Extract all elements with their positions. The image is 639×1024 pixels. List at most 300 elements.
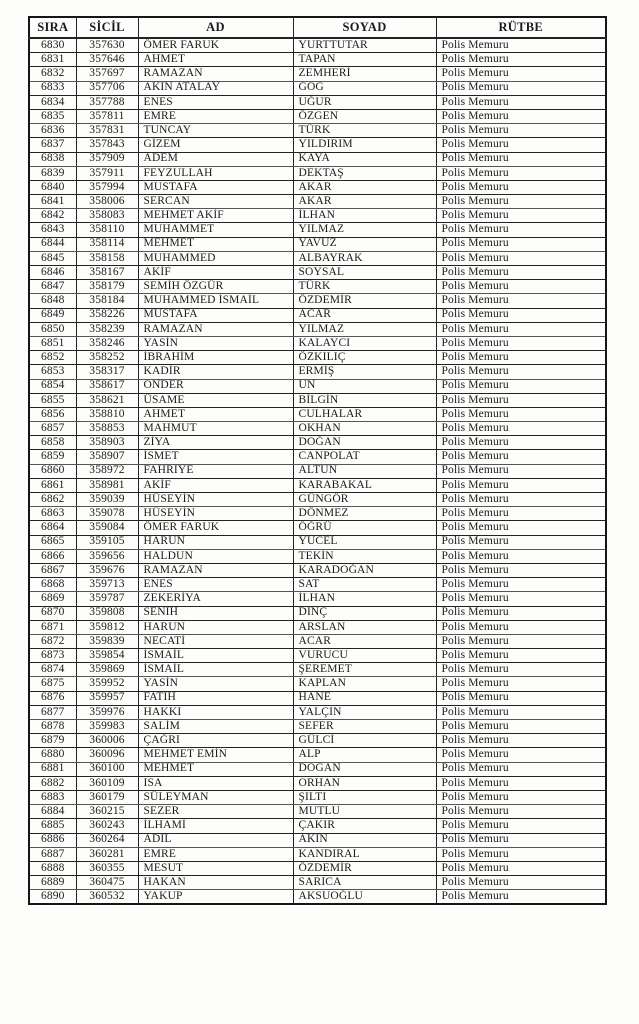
cell-rutbe: Polis Memuru [436,365,606,379]
cell-sira: 6879 [29,734,76,748]
cell-sicil: 358903 [76,436,138,450]
cell-sira: 6848 [29,294,76,308]
cell-sira: 6866 [29,549,76,563]
cell-sira: 6853 [29,365,76,379]
cell-sira: 6868 [29,578,76,592]
cell-sira: 6877 [29,705,76,719]
cell-ad: KADİR [138,365,293,379]
cell-rutbe: Polis Memuru [436,67,606,81]
cell-soyad: UĞUR [293,95,436,109]
cell-rutbe: Polis Memuru [436,124,606,138]
table-row [29,720,606,734]
cell-rutbe: Polis Memuru [436,109,606,123]
cell-soyad: ZEMHERİ [293,67,436,81]
cell-ad: ENES [138,95,293,109]
cell-sicil: 360355 [76,861,138,875]
personnel-table [28,16,607,905]
cell-ad: MUHAMMED İSMAİL [138,294,293,308]
cell-rutbe: Polis Memuru [436,677,606,691]
table-row [29,620,606,634]
cell-ad: YASİN [138,677,293,691]
cell-soyad: ALBAYRAK [293,251,436,265]
table-row [29,450,606,464]
cell-sicil: 358083 [76,209,138,223]
table-body [29,38,606,904]
cell-ad: GİZEM [138,138,293,152]
table-row [29,634,606,648]
cell-soyad: SEFER [293,720,436,734]
cell-sira: 6847 [29,280,76,294]
cell-ad: MUSTAFA [138,180,293,194]
table-row [29,152,606,166]
cell-ad: EMRE [138,847,293,861]
cell-soyad: ERMİŞ [293,365,436,379]
cell-rutbe: Polis Memuru [436,237,606,251]
cell-rutbe: Polis Memuru [436,762,606,776]
cell-soyad: VURUCU [293,649,436,663]
cell-sicil: 358810 [76,407,138,421]
cell-sira: 6887 [29,847,76,861]
cell-ad: HÜSEYİN [138,493,293,507]
cell-sira: 6835 [29,109,76,123]
cell-ad: ZEKERİYA [138,592,293,606]
column-header-ad: AD [138,17,293,38]
cell-soyad: ACAR [293,634,436,648]
cell-rutbe: Polis Memuru [436,209,606,223]
cell-sira: 6830 [29,38,76,53]
cell-ad: ADEM [138,152,293,166]
cell-ad: SÜLEYMAN [138,790,293,804]
cell-sicil: 358252 [76,351,138,365]
cell-sira: 6858 [29,436,76,450]
cell-ad: ISA [138,776,293,790]
table-row [29,776,606,790]
cell-sicil: 358110 [76,223,138,237]
cell-sicil: 357630 [76,38,138,53]
cell-ad: MAHMUT [138,422,293,436]
table-row [29,209,606,223]
cell-ad: SENİH [138,606,293,620]
cell-soyad: ÇAKIR [293,819,436,833]
cell-soyad: DÖNMEZ [293,507,436,521]
cell-sicil: 358317 [76,365,138,379]
cell-ad: MEHMET [138,762,293,776]
cell-sicil: 359957 [76,691,138,705]
cell-soyad: SAT [293,578,436,592]
cell-sira: 6864 [29,521,76,535]
cell-ad: TUNCAY [138,124,293,138]
cell-sira: 6841 [29,195,76,209]
cell-soyad: YILMAZ [293,322,436,336]
table-row [29,422,606,436]
cell-soyad: GÜLCİ [293,734,436,748]
cell-sicil: 357811 [76,109,138,123]
cell-soyad: YAVUZ [293,237,436,251]
cell-rutbe: Polis Memuru [436,464,606,478]
cell-rutbe: Polis Memuru [436,251,606,265]
cell-soyad: ÖZDEMİR [293,294,436,308]
cell-sicil: 359812 [76,620,138,634]
cell-soyad: YILMAZ [293,223,436,237]
cell-ad: EMRE [138,109,293,123]
cell-rutbe: Polis Memuru [436,890,606,905]
cell-soyad: TEKİN [293,549,436,563]
cell-ad: SALİM [138,720,293,734]
cell-sicil: 359787 [76,592,138,606]
cell-sira: 6846 [29,266,76,280]
cell-sira: 6874 [29,663,76,677]
cell-sira: 6837 [29,138,76,152]
cell-rutbe: Polis Memuru [436,734,606,748]
cell-sira: 6880 [29,748,76,762]
cell-sira: 6863 [29,507,76,521]
cell-ad: ENES [138,578,293,592]
cell-rutbe: Polis Memuru [436,81,606,95]
cell-sicil: 357706 [76,81,138,95]
cell-sira: 6875 [29,677,76,691]
cell-ad: MUHAMMET [138,223,293,237]
cell-sicil: 359952 [76,677,138,691]
cell-ad: HALDUN [138,549,293,563]
cell-soyad: ÜN [293,379,436,393]
cell-sicil: 360006 [76,734,138,748]
table-row [29,748,606,762]
cell-sira: 6836 [29,124,76,138]
column-header-rutbe: RÜTBE [436,17,606,38]
cell-soyad: ARSLAN [293,620,436,634]
cell-rutbe: Polis Memuru [436,691,606,705]
cell-rutbe: Polis Memuru [436,876,606,890]
table-row [29,861,606,875]
cell-soyad: YILDIRIM [293,138,436,152]
cell-sira: 6865 [29,535,76,549]
table-row [29,379,606,393]
cell-sicil: 358617 [76,379,138,393]
table-row [29,266,606,280]
table-header [29,17,606,38]
cell-rutbe: Polis Memuru [436,422,606,436]
cell-soyad: AKSUOĞLU [293,890,436,905]
table-row [29,805,606,819]
cell-rutbe: Polis Memuru [436,634,606,648]
cell-rutbe: Polis Memuru [436,833,606,847]
cell-sira: 6889 [29,876,76,890]
cell-sicil: 359676 [76,563,138,577]
cell-rutbe: Polis Memuru [436,407,606,421]
cell-rutbe: Polis Memuru [436,819,606,833]
cell-soyad: KARABAKAL [293,478,436,492]
cell-rutbe: Polis Memuru [436,308,606,322]
cell-soyad: ALP [293,748,436,762]
cell-rutbe: Polis Memuru [436,95,606,109]
column-header-sicil: SİCİL [76,17,138,38]
cell-rutbe: Polis Memuru [436,336,606,350]
table-row [29,67,606,81]
cell-soyad: CULHALAR [293,407,436,421]
cell-sicil: 358114 [76,237,138,251]
cell-soyad: GÖĞ [293,81,436,95]
cell-sicil: 359854 [76,649,138,663]
cell-sicil: 359039 [76,493,138,507]
cell-rutbe: Polis Memuru [436,294,606,308]
cell-sira: 6890 [29,890,76,905]
cell-rutbe: Polis Memuru [436,748,606,762]
cell-sicil: 357843 [76,138,138,152]
cell-sicil: 357646 [76,53,138,67]
cell-rutbe: Polis Memuru [436,649,606,663]
cell-soyad: KAPLAN [293,677,436,691]
cell-sicil: 359656 [76,549,138,563]
cell-sira: 6854 [29,379,76,393]
cell-sira: 6844 [29,237,76,251]
cell-sicil: 358158 [76,251,138,265]
table-row [29,294,606,308]
cell-sicil: 359084 [76,521,138,535]
cell-soyad: ALTUN [293,464,436,478]
cell-ad: ZİYA [138,436,293,450]
cell-sicil: 358246 [76,336,138,350]
cell-sicil: 360179 [76,790,138,804]
table-row [29,549,606,563]
cell-sira: 6862 [29,493,76,507]
cell-sira: 6876 [29,691,76,705]
table-row [29,464,606,478]
cell-soyad: TÜRK [293,280,436,294]
cell-soyad: BİLGİN [293,393,436,407]
table-row [29,322,606,336]
cell-soyad: ÖZGEN [293,109,436,123]
cell-ad: NECATİ [138,634,293,648]
table-row [29,336,606,350]
cell-ad: İLHAMİ [138,819,293,833]
table-row [29,365,606,379]
header-row [29,17,606,38]
cell-sira: 6888 [29,861,76,875]
cell-sira: 6856 [29,407,76,421]
cell-ad: İSMET [138,450,293,464]
cell-rutbe: Polis Memuru [436,166,606,180]
cell-sicil: 357831 [76,124,138,138]
cell-sira: 6861 [29,478,76,492]
cell-sicil: 358907 [76,450,138,464]
cell-sicil: 359105 [76,535,138,549]
cell-sira: 6845 [29,251,76,265]
table-row [29,507,606,521]
table-row [29,762,606,776]
table-row [29,790,606,804]
cell-rutbe: Polis Memuru [436,776,606,790]
cell-ad: HAKAN [138,876,293,890]
cell-rutbe: Polis Memuru [436,606,606,620]
cell-ad: ÖNDER [138,379,293,393]
cell-soyad: İLHAN [293,592,436,606]
cell-sicil: 359808 [76,606,138,620]
cell-soyad: TÜRK [293,124,436,138]
cell-sira: 6860 [29,464,76,478]
cell-rutbe: Polis Memuru [436,322,606,336]
cell-soyad: DEKTAŞ [293,166,436,180]
cell-soyad: YALÇIN [293,705,436,719]
cell-ad: ÖMER FARUK [138,38,293,53]
cell-sicil: 360243 [76,819,138,833]
table-row [29,493,606,507]
cell-rutbe: Polis Memuru [436,436,606,450]
table-row [29,351,606,365]
cell-soyad: SARICA [293,876,436,890]
cell-soyad: AKAR [293,180,436,194]
table-row [29,81,606,95]
cell-ad: SERCAN [138,195,293,209]
cell-soyad: KALAYCI [293,336,436,350]
cell-sicil: 358981 [76,478,138,492]
cell-soyad: DOĞAN [293,762,436,776]
cell-ad: MEHMET EMİN [138,748,293,762]
table-row [29,195,606,209]
cell-sicil: 357697 [76,67,138,81]
cell-sicil: 359976 [76,705,138,719]
cell-rutbe: Polis Memuru [436,223,606,237]
cell-ad: AHMET [138,53,293,67]
cell-sira: 6878 [29,720,76,734]
table-row [29,876,606,890]
table-row [29,166,606,180]
cell-rutbe: Polis Memuru [436,180,606,194]
cell-sicil: 360281 [76,847,138,861]
cell-soyad: SOYSAL [293,266,436,280]
cell-ad: MESUT [138,861,293,875]
cell-soyad: İLHAN [293,209,436,223]
cell-ad: HAKKI [138,705,293,719]
cell-rutbe: Polis Memuru [436,351,606,365]
cell-rutbe: Polis Memuru [436,720,606,734]
cell-sira: 6871 [29,620,76,634]
cell-sicil: 360532 [76,890,138,905]
cell-sicil: 358853 [76,422,138,436]
cell-sira: 6882 [29,776,76,790]
table-row [29,237,606,251]
cell-sicil: 359713 [76,578,138,592]
table-row [29,180,606,194]
cell-sicil: 360475 [76,876,138,890]
cell-sira: 6840 [29,180,76,194]
cell-rutbe: Polis Memuru [436,592,606,606]
cell-rutbe: Polis Memuru [436,705,606,719]
table-row [29,38,606,53]
cell-rutbe: Polis Memuru [436,521,606,535]
cell-rutbe: Polis Memuru [436,578,606,592]
table-row [29,535,606,549]
cell-ad: ÖMER FARUK [138,521,293,535]
cell-sira: 6873 [29,649,76,663]
table-row [29,606,606,620]
cell-rutbe: Polis Memuru [436,280,606,294]
cell-ad: YASİN [138,336,293,350]
table-row [29,563,606,577]
table-row [29,436,606,450]
cell-ad: AHMET [138,407,293,421]
cell-soyad: AKAR [293,195,436,209]
column-header-soyad: SOYAD [293,17,436,38]
cell-soyad: OKHAN [293,422,436,436]
cell-soyad: ÖĞRÜ [293,521,436,535]
cell-rutbe: Polis Memuru [436,507,606,521]
cell-ad: RAMAZAN [138,563,293,577]
cell-ad: HÜSEYİN [138,507,293,521]
cell-ad: AKİF [138,266,293,280]
cell-sicil: 359983 [76,720,138,734]
cell-soyad: DINÇ [293,606,436,620]
cell-sira: 6885 [29,819,76,833]
cell-sicil: 358226 [76,308,138,322]
cell-rutbe: Polis Memuru [436,620,606,634]
table-row [29,677,606,691]
cell-sira: 6857 [29,422,76,436]
cell-sicil: 357788 [76,95,138,109]
cell-ad: MUSTAFA [138,308,293,322]
table-row [29,393,606,407]
cell-soyad: ACAR [293,308,436,322]
cell-ad: HARUN [138,620,293,634]
cell-soyad: ŞILTI [293,790,436,804]
cell-rutbe: Polis Memuru [436,478,606,492]
cell-rutbe: Polis Memuru [436,393,606,407]
cell-ad: YAKUP [138,890,293,905]
cell-sira: 6843 [29,223,76,237]
cell-ad: AKİF [138,478,293,492]
cell-rutbe: Polis Memuru [436,805,606,819]
cell-ad: FEYZULLAH [138,166,293,180]
cell-ad: MEHMET AKİF [138,209,293,223]
cell-sira: 6886 [29,833,76,847]
table-row [29,521,606,535]
table-row [29,734,606,748]
cell-rutbe: Polis Memuru [436,152,606,166]
cell-soyad: AKIN [293,833,436,847]
cell-sira: 6872 [29,634,76,648]
cell-rutbe: Polis Memuru [436,663,606,677]
table-row [29,251,606,265]
table-row [29,280,606,294]
cell-rutbe: Polis Memuru [436,549,606,563]
cell-sicil: 358239 [76,322,138,336]
cell-sira: 6832 [29,67,76,81]
cell-sira: 6852 [29,351,76,365]
cell-sicil: 358179 [76,280,138,294]
cell-soyad: ÖZKILIÇ [293,351,436,365]
cell-sicil: 360109 [76,776,138,790]
cell-soyad: GÜNGÖR [293,493,436,507]
cell-ad: MUHAMMED [138,251,293,265]
cell-ad: İSMAİL [138,663,293,677]
cell-soyad: KAYA [293,152,436,166]
table-row [29,109,606,123]
cell-rutbe: Polis Memuru [436,53,606,67]
cell-ad: ÜSAME [138,393,293,407]
cell-rutbe: Polis Memuru [436,847,606,861]
cell-soyad: DOĞAN [293,436,436,450]
cell-sira: 6859 [29,450,76,464]
cell-rutbe: Polis Memuru [436,379,606,393]
cell-rutbe: Polis Memuru [436,493,606,507]
cell-ad: MEHMET [138,237,293,251]
cell-rutbe: Polis Memuru [436,195,606,209]
table-row [29,407,606,421]
cell-sicil: 357911 [76,166,138,180]
cell-sicil: 359869 [76,663,138,677]
cell-sicil: 360215 [76,805,138,819]
cell-sira: 6883 [29,790,76,804]
cell-soyad: YURTTUTAR [293,38,436,53]
